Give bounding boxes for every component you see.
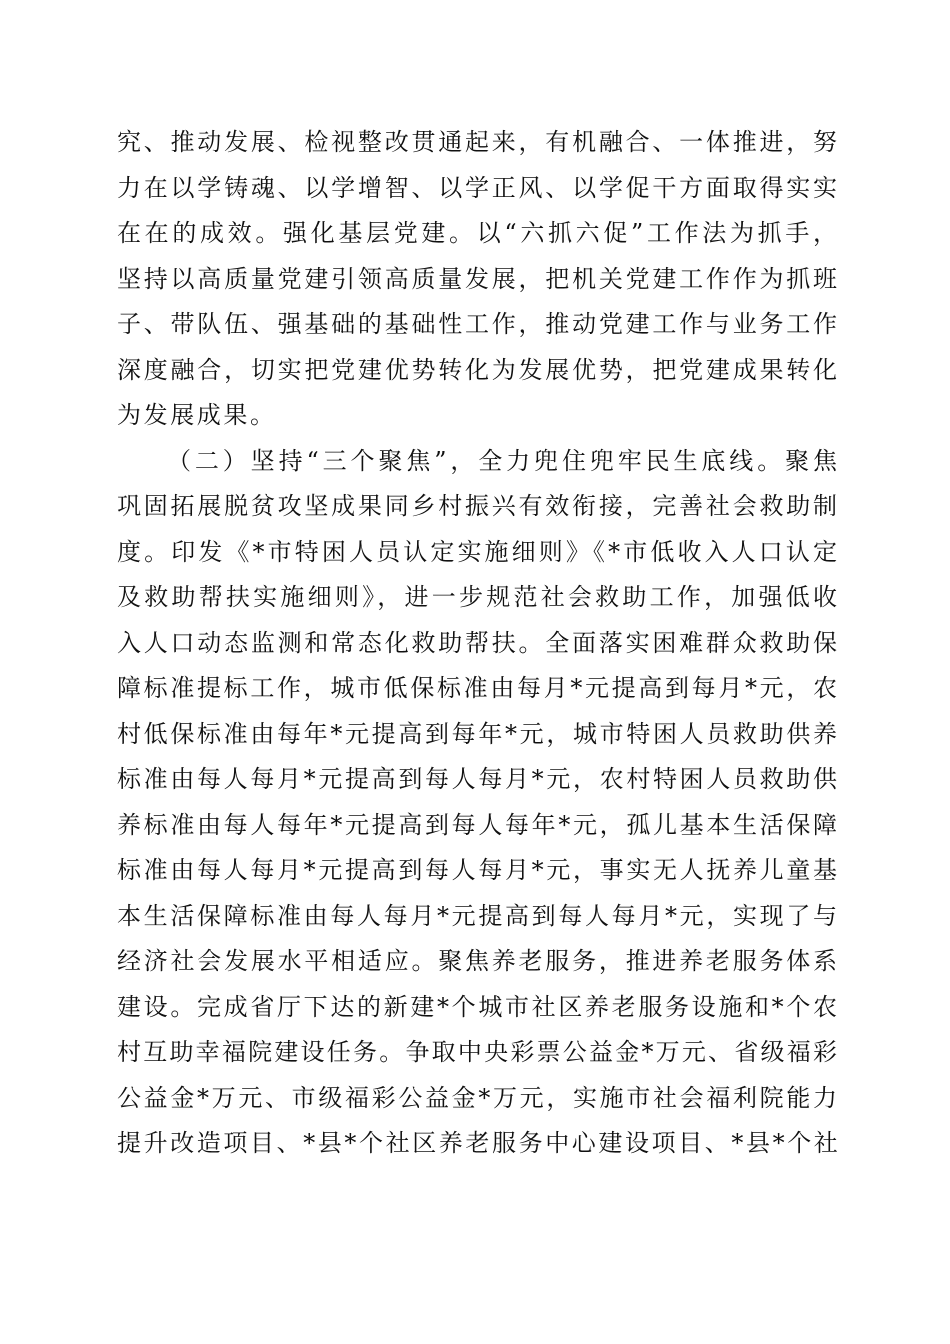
text-line: 本生活保障标准由每人每月*元提高到每人每月*元，实现了与 <box>117 901 837 930</box>
text-line: 及救助帮扶实施细则》，进一步规范社会救助工作，加强低收 <box>117 583 837 611</box>
paragraph-party-building-continuation <box>117 120 837 439</box>
text-line: 村互助幸福院建设任务。争取中央彩票公益金*万元、省级福彩 <box>117 1038 837 1066</box>
text-line: 为发展成果。 <box>117 401 277 429</box>
text-line: 坚持以高质量党建引领高质量发展，把机关党建工作作为抓班 <box>117 264 837 293</box>
text-line: 标准由每人每月*元提高到每人每月*元，农村特困人员救助供 <box>117 765 837 793</box>
text-line: 标准由每人每月*元提高到每人每月*元，事实无人抚养儿童基 <box>117 856 837 884</box>
text-line: 村低保标准由每年*元提高到每年*元，城市特困人员救助供养 <box>117 719 837 748</box>
text-line: 经济社会发展水平相适应。聚焦养老服务，推进养老服务体系 <box>117 947 837 975</box>
text-line: 子、带队伍、强基础的基础性工作，推动党建工作与业务工作 <box>117 310 837 338</box>
text-line: （二）坚持“三个聚焦”，全力兜住兜牢民生底线。聚焦 <box>167 446 837 475</box>
text-line: 深度融合，切实把党建优势转化为发展优势，把党建成果转化 <box>117 355 837 384</box>
text-line: 度。印发《*市特困人员认定实施细则》《*市低收入人口认定 <box>117 537 837 566</box>
text-line: 究、推动发展、检视整改贯通起来，有机融合、一体推进，努 <box>117 128 837 156</box>
text-line: 养标准由每人每年*元提高到每人每年*元，孤儿基本生活保障 <box>117 810 837 839</box>
text-line: 在在的成效。强化基层党建。以“六抓六促”工作法为抓手， <box>117 219 837 247</box>
text-line: 提升改造项目、*县*个社区养老服务中心建设项目、*县*个社 <box>117 1129 841 1157</box>
text-line: 巩固拓展脱贫攻坚成果同乡村振兴有效衔接，完善社会救助制 <box>117 492 837 520</box>
paragraph-three-focuses <box>117 439 841 1167</box>
text-line: 入人口动态监测和常态化救助帮扶。全面落实困难群众救助保 <box>117 628 837 657</box>
text-line: 障标准提标工作，城市低保标准由每月*元提高到每月*元，农 <box>117 674 837 702</box>
document-body <box>117 120 841 1167</box>
text-line: 公益金*万元、市级福彩公益金*万元，实施市社会福利院能力 <box>117 1083 837 1112</box>
text-line: 力在以学铸魂、以学增智、以学正风、以学促干方面取得实实 <box>117 173 837 202</box>
text-line: 建设。完成省厅下达的新建*个城市社区养老服务设施和*个农 <box>117 992 837 1021</box>
